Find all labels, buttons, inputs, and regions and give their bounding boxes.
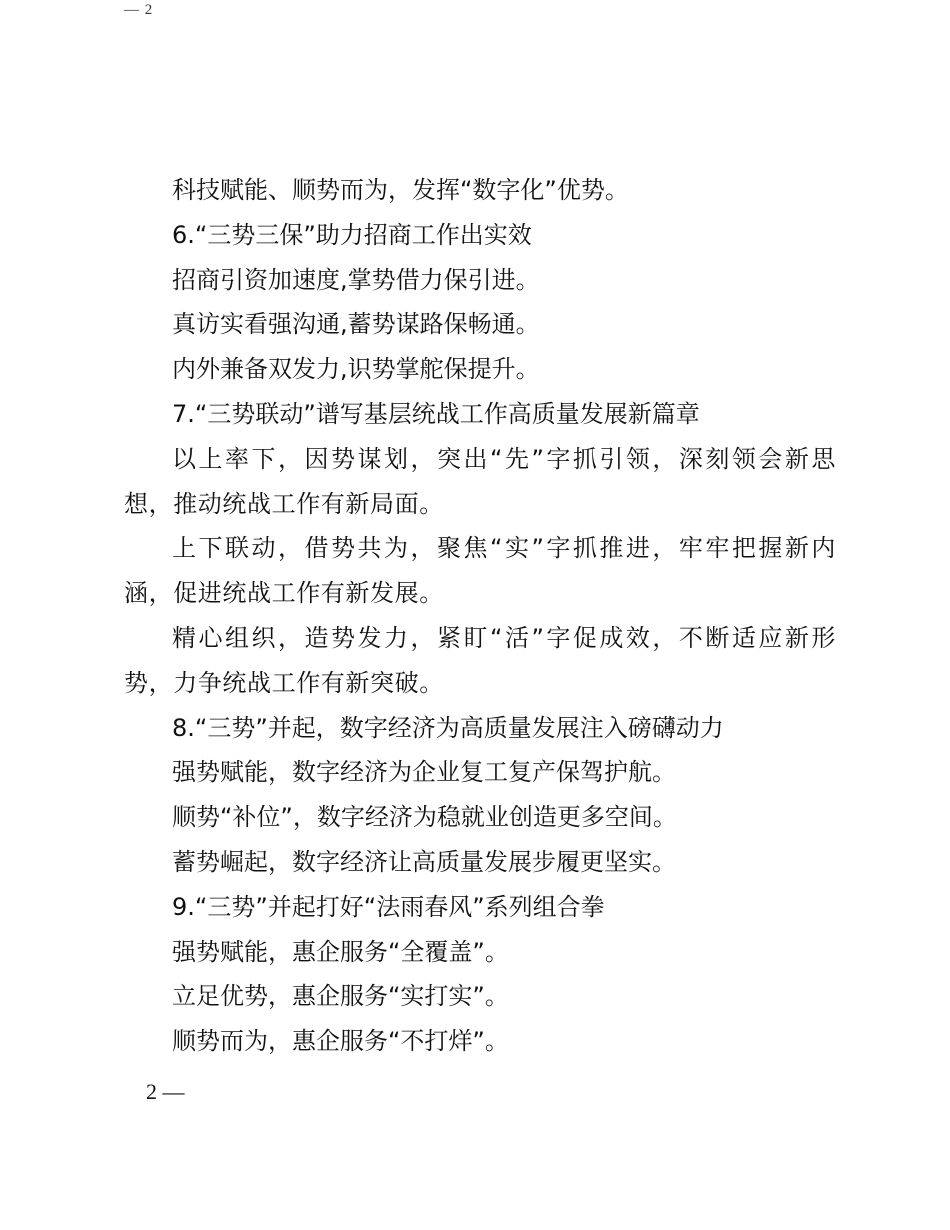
section-heading: 6.“三势三保”助力招商工作出实效 — [172, 220, 532, 249]
body-line: 强势赋能，数字经济为企业复工复产保驾护航。 — [172, 758, 676, 787]
body-paragraph: 上下联动，借势共为，聚焦“实”字抓推进，牢牢把握新内涵，促进统战工作有新发展。 — [124, 534, 836, 608]
body-line: 顺势而为，惠企服务“不打烊”。 — [172, 1027, 509, 1056]
section-heading: 7.“三势联动”谱写基层统战工作高质量发展新篇章 — [172, 399, 700, 428]
body-line: 顺势“补位”，数字经济为稳就业创造更多空间。 — [172, 803, 677, 832]
body-paragraph: 以上率下，因势谋划，突出“先”字抓引领，深刻领会新思想，推动统战工作有新局面。 — [124, 444, 836, 518]
body-line: 招商引资加速度,掌势借力保引进。 — [172, 265, 540, 294]
body-line: 科技赋能、顺势而为，发挥“数字化”优势。 — [172, 176, 629, 204]
section-heading: 8.“三势”并起，数字经济为高质量发展注入磅礴动力 — [172, 713, 724, 742]
body-line: 立足优势，惠企服务“实打实”。 — [172, 982, 509, 1011]
body-line: 内外兼备双发力,识势掌舵保提升。 — [172, 355, 540, 384]
section-heading: 9.“三势”并起打好“法雨春风”系列组合拳 — [172, 892, 605, 921]
top-page-marker: — 2 — [124, 2, 154, 18]
body-line: 真访实看强沟通,蓄势谋路保畅通。 — [172, 310, 540, 339]
page-number: 2 — — [146, 1079, 185, 1104]
body-line: 蓄势崛起，数字经济让高质量发展步履更坚实。 — [172, 847, 676, 876]
document-body — [124, 168, 836, 1064]
body-paragraph: 精心组织，造势发力，紧盯“活”字促成效，不断适应新形势，力争统战工作有新突破。 — [124, 623, 836, 697]
body-line: 强势赋能，惠企服务“全覆盖”。 — [172, 937, 509, 966]
